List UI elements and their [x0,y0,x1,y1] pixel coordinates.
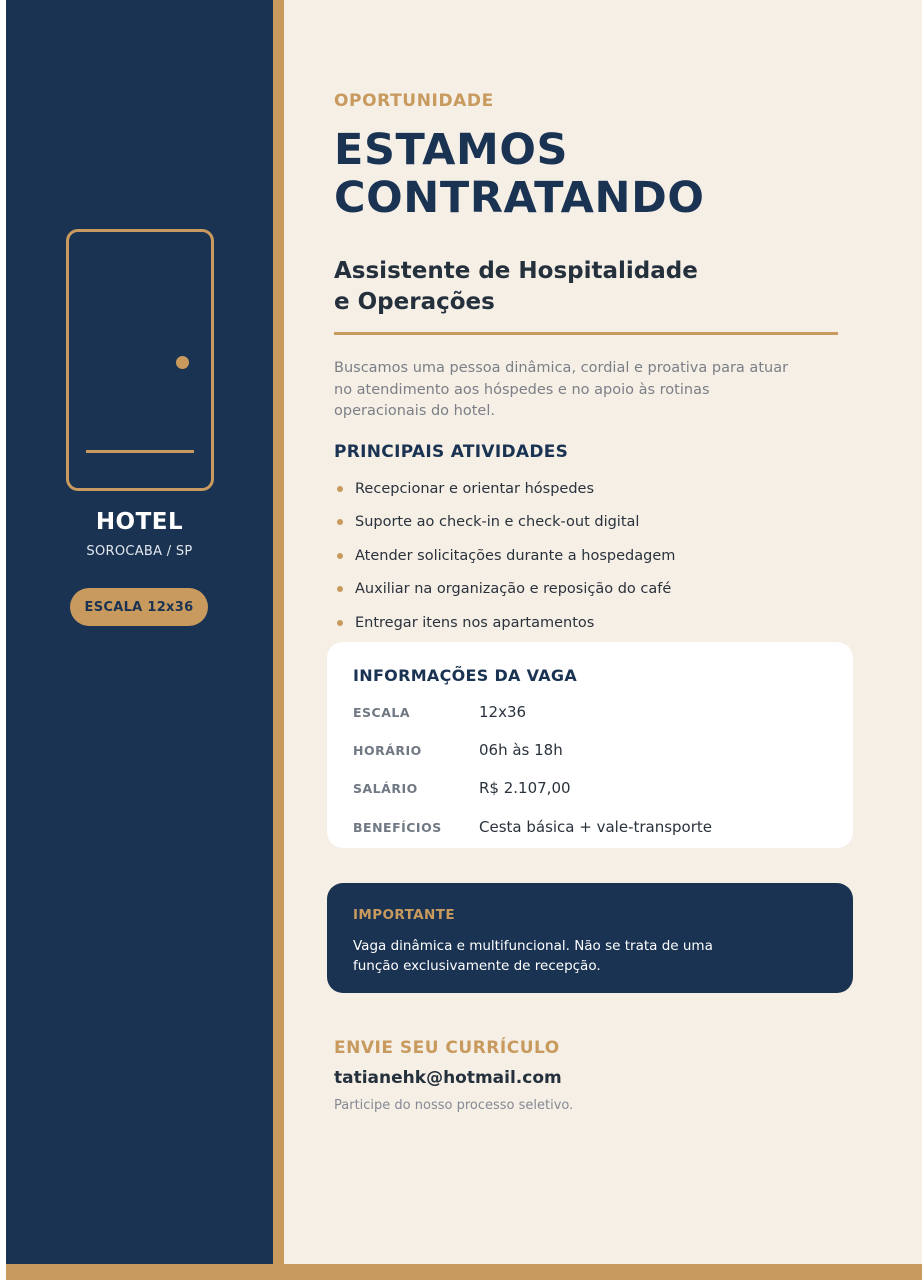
contact-email[interactable]: tatianehk@hotmail.com [334,1068,562,1088]
job-role-line: Assistente de Hospitalidade [334,258,698,284]
contact-note: Participe do nosso processo seletivo. [334,1098,574,1113]
list-item [334,506,854,540]
divider [334,332,838,335]
activities-title: PRINCIPAIS ATIVIDADES [334,442,569,462]
job-role [334,256,854,318]
info-label: SALÁRIO [353,781,418,796]
list-item [334,472,854,506]
cta-heading: ENVIE SEU CURRÍCULO [334,1038,560,1058]
activity-text: Entregar itens nos apartamentos [355,614,595,631]
intro-text: Buscamos uma pessoa dinâmica, cordial e proativa para atuar no atendimento aos hóspedes e no apoio às rotinas operacionais do hotel. [334,360,789,419]
hotel-city: SOROCABA / SP [86,544,193,559]
job-info-title: INFORMAÇÕES DA VAGA [353,666,577,685]
bullet-icon [337,486,343,492]
important-card [327,883,853,993]
info-value: Cesta básica + vale-transporte [479,818,713,836]
list-item [334,539,854,573]
scale-badge: ESCALA 12x36 [70,588,208,626]
activity-text: Recepcionar e orientar hóspedes [355,480,595,497]
job-role-line: e Operações [334,289,495,315]
list-item [334,573,854,607]
sidebar [6,0,273,1264]
headline-line: ESTAMOS [334,125,569,175]
bullet-icon [337,586,343,592]
info-row-horario [353,741,833,761]
info-value: R$ 2.107,00 [479,779,571,797]
headline [334,126,894,222]
activity-text: Atender solicitações durante a hospedagem [355,547,676,564]
info-value: 06h às 18h [479,741,563,759]
job-info-card [327,642,853,848]
door-threshold-line [86,450,194,453]
activity-text: Suporte ao check-in e check-out digital [355,514,640,531]
info-label: ESCALA [353,705,411,720]
info-label: HORÁRIO [353,743,422,758]
info-row-beneficios [353,818,833,838]
gold-stripe [273,0,284,1264]
activities-list [334,472,854,640]
important-title: IMPORTANTE [353,907,455,923]
activity-text: Auxiliar na organização e reposição do café [355,581,672,598]
bottom-band [6,1264,922,1280]
important-text: Vaga dinâmica e multifuncional. Não se trata de uma função exclusivamente de recepção. [353,938,713,974]
door-icon [66,229,214,491]
bullet-icon [337,519,343,525]
info-row-salario [353,779,833,799]
info-value: 12x36 [479,703,527,721]
flyer-page [6,0,922,1280]
hotel-name: HOTEL [95,509,184,535]
eyebrow-label: OPORTUNIDADE [334,91,494,111]
door-knob [176,356,189,369]
info-label: BENEFÍCIOS [353,820,442,835]
info-row-escala [353,703,833,723]
bullet-icon [337,553,343,559]
list-item [334,606,854,640]
headline-line: CONTRATANDO [334,173,705,223]
bullet-icon [337,620,343,626]
